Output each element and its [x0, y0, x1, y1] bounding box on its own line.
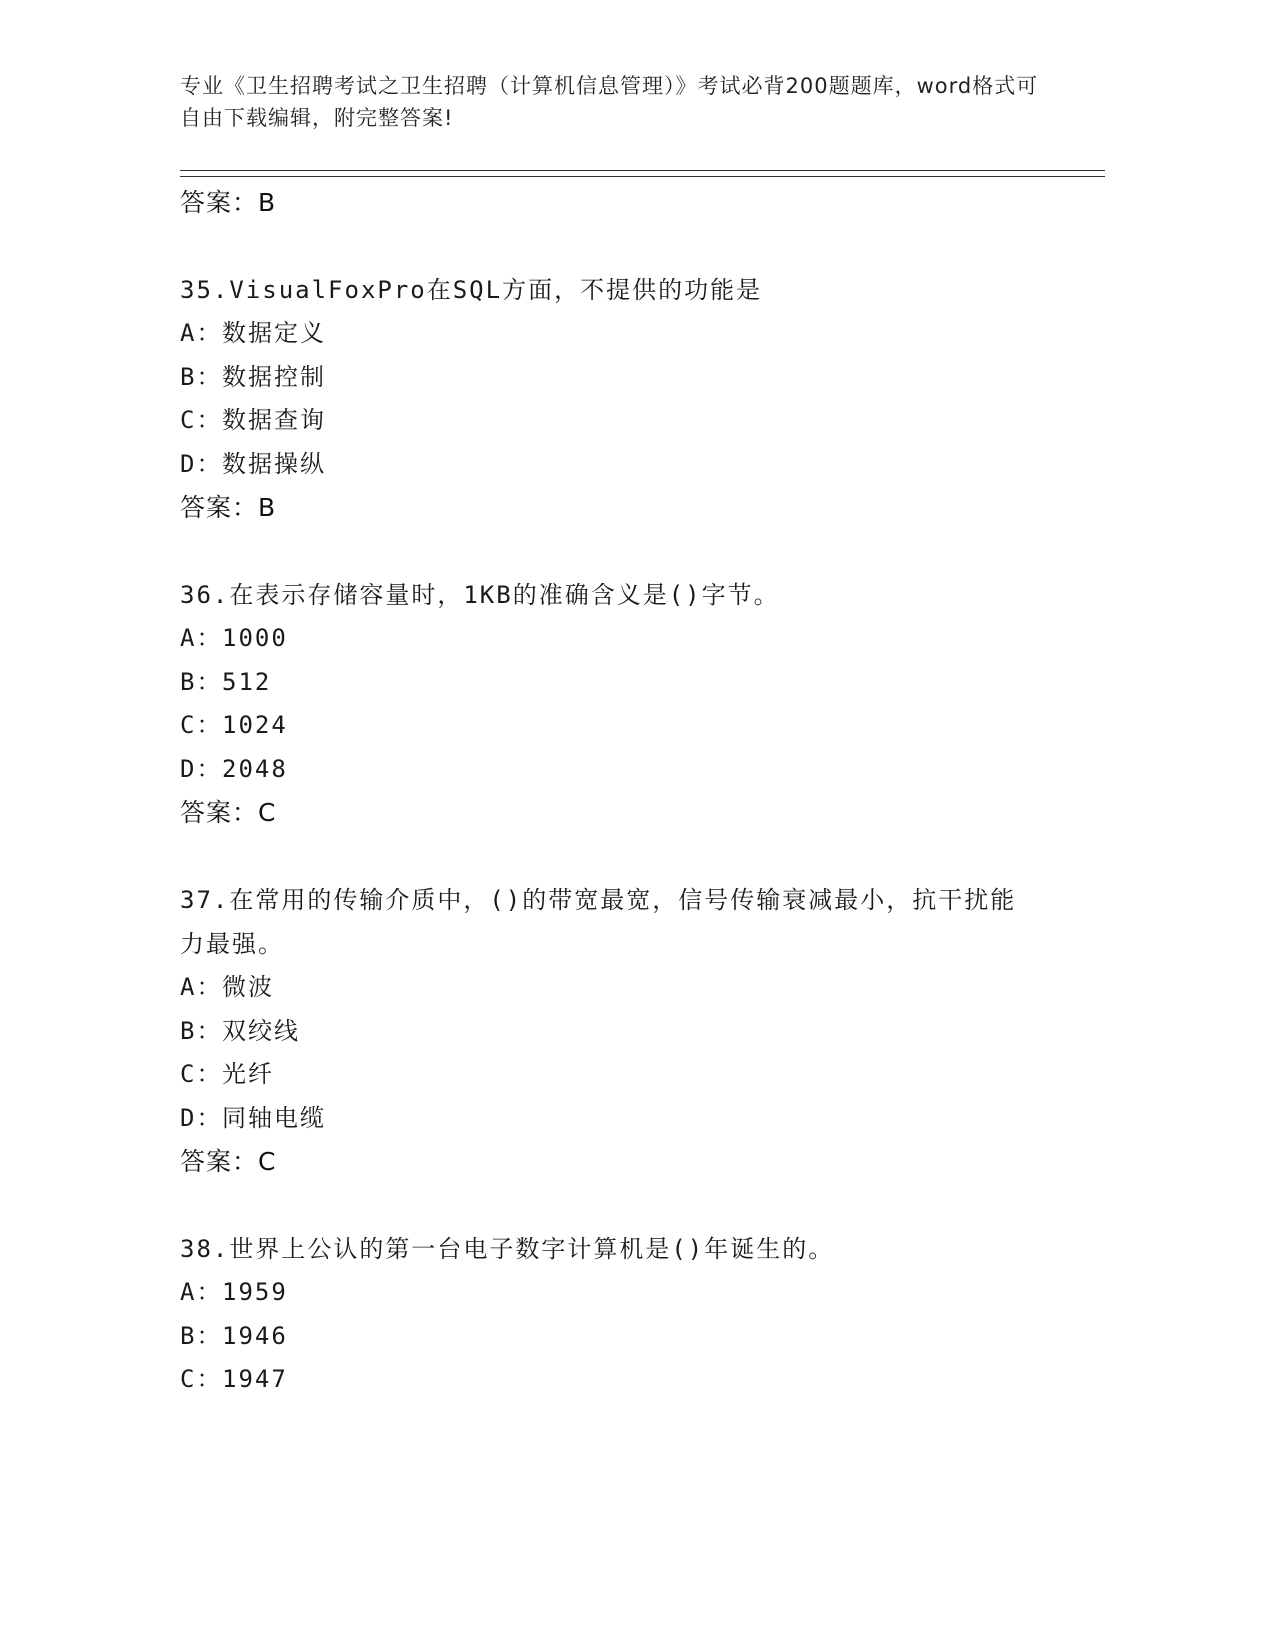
option-text: 数据操纵 — [222, 449, 326, 478]
option-text: 1947 — [222, 1365, 288, 1393]
answer-line: 答案：B — [180, 188, 277, 217]
option-line — [180, 1358, 1105, 1402]
option-key: B： — [180, 1321, 223, 1350]
question-block — [180, 878, 1105, 1184]
option-text: 1959 — [222, 1278, 288, 1306]
option-text: 2048 — [222, 754, 288, 783]
option-key: C： — [180, 406, 223, 434]
header-divider-top — [180, 170, 1105, 171]
option-key: B： — [180, 1016, 223, 1045]
option-key: C： — [180, 711, 223, 739]
option-line — [180, 399, 1105, 443]
question-list — [180, 181, 1105, 1402]
option-text: 光纤 — [222, 1060, 274, 1088]
option-line — [180, 966, 1105, 1010]
question-block — [180, 1227, 1105, 1402]
option-key: A： — [180, 624, 223, 652]
option-key: D： — [180, 754, 223, 783]
option-line — [180, 617, 1105, 661]
document-header: 专业《卫生招聘考试之卫生招聘（计算机信息管理）》考试必背200题题库，word格式可自由下载编辑，附完整答案! — [180, 74, 1039, 130]
option-key: A： — [180, 973, 223, 1001]
option-key: B： — [180, 362, 223, 391]
option-line — [180, 1010, 1105, 1054]
answer-line: 答案：B — [180, 493, 277, 522]
option-line — [180, 1053, 1105, 1097]
answer-line: 答案：C — [180, 1147, 277, 1176]
option-key: B： — [180, 667, 223, 696]
answer-line: 答案：C — [180, 798, 277, 827]
option-text: 同轴电缆 — [222, 1103, 326, 1132]
option-line — [180, 356, 1105, 400]
option-line — [180, 1097, 1105, 1141]
option-key: D： — [180, 1103, 223, 1132]
option-text: 双绞线 — [222, 1016, 300, 1045]
question-block — [180, 268, 1105, 530]
option-text: 1000 — [222, 624, 288, 652]
option-line — [180, 661, 1105, 705]
option-line — [180, 443, 1105, 487]
option-text: 微波 — [222, 973, 274, 1001]
option-line — [180, 1315, 1105, 1359]
option-line — [180, 1271, 1105, 1315]
option-key: A： — [180, 1278, 223, 1306]
question-stem: 36.在表示存储容量时，1KB的准确含义是()字节。 — [180, 581, 780, 609]
question-stem: 35.VisualFoxPro在SQL方面，不提供的功能是 — [180, 276, 763, 304]
question-stem: 37.在常用的传输介质中，()的带宽最宽，信号传输衰减最小，抗干扰能力最强。 — [180, 886, 1017, 958]
question-spacer — [180, 835, 1105, 878]
document-page — [180, 0, 1105, 1650]
option-line — [180, 312, 1105, 356]
option-text: 数据定义 — [222, 319, 326, 347]
option-text: 数据查询 — [222, 406, 326, 434]
option-text: 1946 — [222, 1321, 288, 1350]
question-stem: 38.世界上公认的第一台电子数字计算机是()年诞生的。 — [180, 1235, 835, 1263]
option-key: C： — [180, 1365, 223, 1393]
option-key: A： — [180, 319, 223, 347]
question-spacer — [180, 1184, 1105, 1227]
option-text: 1024 — [222, 711, 288, 739]
option-line — [180, 748, 1105, 792]
option-line — [180, 704, 1105, 748]
option-key: C： — [180, 1060, 223, 1088]
question-spacer — [180, 225, 1105, 268]
option-key: D： — [180, 449, 223, 478]
question-block — [180, 573, 1105, 835]
header-divider-bottom — [180, 176, 1105, 177]
option-text: 数据控制 — [222, 362, 326, 391]
question-spacer — [180, 530, 1105, 573]
option-text: 512 — [222, 667, 272, 696]
